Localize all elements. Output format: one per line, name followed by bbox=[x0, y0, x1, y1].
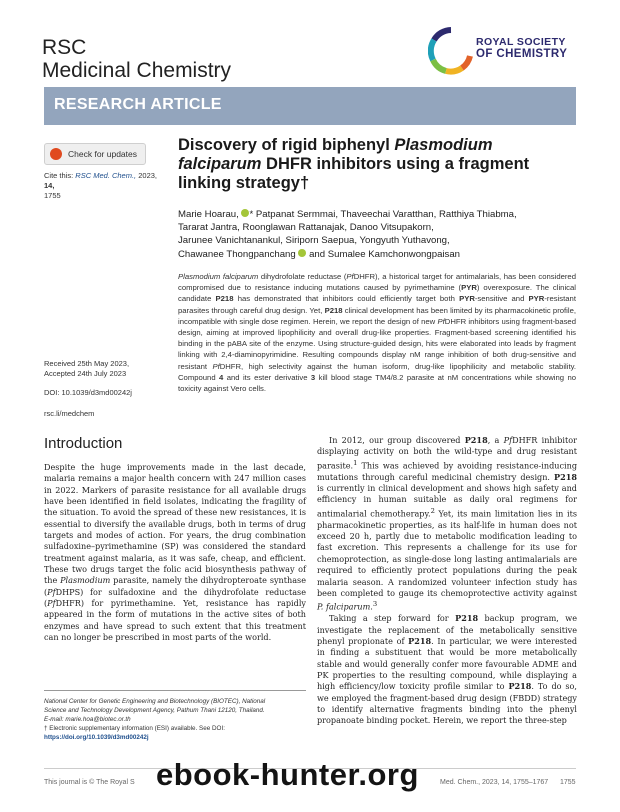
abstract-seg: has demonstrated that inhibitors could efficiently target both bbox=[237, 294, 455, 304]
text-seg: P218 bbox=[455, 613, 479, 624]
text-seg: . To do so, we employed the fragment-based drug design (FBDD) strategy to identify alternative fragments binding into the phenyl propanoate binding pocket. Herein, we report the three-step bbox=[317, 681, 577, 726]
cite-volume: 14, bbox=[44, 181, 55, 190]
article-type-banner bbox=[44, 87, 576, 125]
esi-note: † Electronic supplementary information (ESI) available. See DOI: bbox=[44, 725, 225, 732]
text-seg: P218 bbox=[508, 681, 532, 692]
text-seg: backup program, we investigate the replacement of the metabolically sensitive phenyl propionate of bbox=[317, 613, 578, 646]
rsc-logo-mark-icon bbox=[428, 26, 474, 76]
abstract-seg: P218 bbox=[324, 305, 343, 315]
text-seg: Taking a step forward for bbox=[329, 613, 449, 624]
footnotes bbox=[44, 697, 306, 742]
abstract-seg: P218 bbox=[215, 294, 234, 304]
author-list bbox=[178, 208, 558, 261]
text-seg: Despite the huge improvements made in the last decade, malaria remains a major health concern with 247 million cases in 2022. Markers of parasite resistance for all available drugs have been identified in field isolates, indicating the fragility of the situation. To avoid the spread of these new resistances, it is essential to diversify the available drugs, both in terms of drug targets and modes of action. For years, the drug combination sulfadoxine–pyrimethamine (SP) was considered the standard treatment against malaria, as it was safe, cheap, and efficient. These two drugs target the folic acid biosynthesis pathway of the bbox=[44, 462, 306, 586]
authors-line4: and Sumalee Kamchonwongpaisan bbox=[309, 248, 461, 260]
text-seg: Yet, its main limitation lies in its pharmacokinetic properties, as its half-life in human does not exceed 20 h, partly due to metabolic modification leading to fast excretion. This represents a challenge for its use for chemoprotection, as single-dose long lasting antimalarials are required to efficiently protect populations during the peak malaria season. A randomized volunteer infection study has been completed to gauge its chemoprotective activity against bbox=[317, 508, 577, 598]
affiliation-line1: National Center for Genetic Engineering and Biotechnology (BIOTEC), National bbox=[44, 698, 266, 705]
title-part2: DHFR inhibitors using a fragment linking strategy† bbox=[178, 155, 530, 192]
citation-ref[interactable]: 2 bbox=[430, 506, 435, 515]
rsc-logo-text bbox=[476, 36, 567, 60]
cite-journal[interactable]: RSC Med. Chem., bbox=[75, 171, 137, 180]
author-first: Marie Hoarau, bbox=[178, 209, 239, 220]
logo-line2: OF CHEMISTRY bbox=[476, 48, 568, 60]
text-seg: P218 bbox=[464, 435, 488, 445]
text-seg: is currently in clinical development and shows high safety and efficiency in human suitable as daily oral regimens for antimalarial chemotherapy. bbox=[317, 483, 577, 519]
text-seg: . In particular, we were interested in finding a substituent that would be more metabolically stable and would generally confer more favourable ADME and PK properties to the resulting compound, while displaying a high efficiency/low toxicity profile similar to bbox=[317, 635, 578, 692]
abstract-seg: ) overexposure. The clinical candidate bbox=[178, 283, 576, 304]
abstract-seg: kill blood stage TM4/8.2 parasite at nM concentrations while showing no toxicity against Vero cells. bbox=[178, 372, 577, 394]
abstract-seg: 4 bbox=[219, 372, 224, 382]
citation bbox=[44, 171, 164, 201]
paragraph bbox=[317, 435, 577, 613]
check-for-updates-button[interactable] bbox=[44, 143, 146, 165]
citation-ref[interactable]: 1 bbox=[353, 458, 358, 467]
abstract-seg: PYR bbox=[459, 294, 475, 304]
abstract-seg: Pf bbox=[437, 316, 445, 326]
text-seg: DHFR inhibitor displaying activity on both the wild-type and drug resistant parasite. bbox=[317, 435, 577, 471]
text-seg: Pf bbox=[503, 435, 513, 445]
abstract-text bbox=[178, 271, 576, 394]
journal-site-link[interactable]: rsc.li/medchem bbox=[44, 409, 95, 418]
article-type: RESEARCH ARTICLE bbox=[54, 96, 222, 113]
citation-ref[interactable]: 3 bbox=[372, 600, 378, 609]
text-seg: P218 bbox=[408, 635, 432, 646]
affiliation-line2: Science and Technology Development Agency, Pathum Thani 12120, Thailand. bbox=[44, 707, 265, 714]
text-seg: This was achieved by avoiding resistance-inducing mutations through careful medicinal chemistry design. bbox=[317, 460, 577, 482]
journal-name bbox=[42, 36, 231, 82]
text-seg: , a bbox=[487, 435, 500, 445]
text-seg: DHFR) for pyrimethamine. Yet, resistance has rapidly appeared in the form of mutations in the active sites of both enzymes and have spread to such extent that this treatment can no longer be prescribed in most parts of the world. bbox=[44, 598, 306, 643]
page-number: 1755 bbox=[560, 779, 576, 786]
logo-line1: ROYAL SOCIETY bbox=[476, 36, 566, 48]
text-seg: Pf bbox=[47, 586, 56, 597]
section-heading: Introduction bbox=[44, 435, 123, 452]
cite-year: 2023, bbox=[138, 171, 158, 180]
check-for-updates-label: Check for updates bbox=[68, 149, 137, 159]
corresponding-mark: * bbox=[249, 209, 254, 220]
abstract-seg: DHFR), a historical target for antimalarials, has been considered compromised due to resistance inducing mutations caused by pyrimethamine ( bbox=[178, 272, 576, 293]
abstract-seg: DHFR, high selectivity against the human isoform, drug-like lipophilicity and metabolic stability. Compound bbox=[178, 361, 576, 382]
journal-name-line2: Medicinal Chemistry bbox=[42, 59, 232, 82]
text-seg: Plasmodium bbox=[60, 575, 111, 586]
update-status-icon bbox=[50, 148, 62, 160]
contact-email[interactable]: E-mail: marie.hoa@biotec.or.th bbox=[44, 716, 131, 723]
text-seg: In 2012, our group discovered bbox=[329, 435, 461, 445]
abstract-seg: clinical development has been limited by its pharmacokinetic profile, incompatible with single dose regimen. Herein, we report the design of new bbox=[178, 305, 576, 326]
orcid-icon[interactable] bbox=[298, 249, 306, 257]
abstract-seg: and its ester derivative bbox=[226, 372, 308, 382]
bottom-left-note: This journal is © The Royal S bbox=[44, 779, 135, 786]
body-column-left bbox=[44, 462, 306, 644]
article-dates bbox=[44, 359, 129, 379]
article-title bbox=[178, 136, 538, 193]
abstract-seg: Pf bbox=[212, 361, 220, 371]
footnote-rule bbox=[44, 690, 306, 691]
text-seg: . bbox=[370, 601, 373, 612]
esi-doi-link[interactable]: https://doi.org/10.1039/d3md00242j bbox=[44, 734, 149, 741]
abstract-seg: -sensitive and bbox=[474, 294, 525, 304]
bottom-right-note: Med. Chem., 2023, 14, 1755–1767 bbox=[440, 779, 549, 786]
abstract-seg: dihydrofolate reductase ( bbox=[260, 272, 347, 281]
side-doi[interactable]: DOI: 10.1039/d3md00242j bbox=[44, 388, 132, 397]
abstract-seg: PYR bbox=[528, 294, 545, 304]
rsc-logo bbox=[428, 26, 578, 78]
received-date: Received 25th May 2023, bbox=[44, 359, 130, 368]
paragraph bbox=[44, 462, 306, 644]
journal-name-line1: RSC bbox=[42, 36, 87, 59]
abstract-seg: PYR bbox=[461, 283, 477, 293]
cite-page: 1755 bbox=[44, 191, 61, 200]
abstract-seg: DHFR inhibitors using fragment-based design, aiming at improved lipophilicity and overall drug-like properties. Fragment-based screening identified his binding in the pABA site of the enzyme. Using structure-guided design, hits were elaborated into leads by fragment linking with 2,4-diaminopyrimidine. Resulting compounds display nM range inhibition of both drug-sensitive and resistant bbox=[178, 316, 576, 371]
text-seg: Pf bbox=[47, 598, 56, 609]
authors-line2: Tararat Jantra, Roonglawan Rattanajak, Danoo Vitsupakorn, bbox=[178, 222, 434, 234]
abstract-seg: Plasmodium falciparum bbox=[178, 272, 259, 281]
text-seg: P218 bbox=[554, 471, 577, 482]
authors-line3: Jarunee Vanichtanankul, Siriporn Saepua, Yongyuth Yuthavong, bbox=[178, 235, 450, 247]
authors-line1: Patpanat Sermmai, Thaveechai Varatthan, Ratthiya Thiabma, bbox=[255, 209, 517, 220]
text-seg: DHPS) for sulfadoxine and the dihydrofolate reductase ( bbox=[44, 586, 306, 609]
text-seg: P. falciparum bbox=[317, 601, 371, 612]
body-column-right bbox=[317, 435, 577, 727]
abstract-seg: Pf bbox=[346, 272, 354, 281]
abstract-seg: -resistant parasites through careful drug design. Yet, bbox=[178, 294, 576, 315]
title-italic: Plasmodium falciparum bbox=[178, 136, 493, 173]
title-part1: Discovery of rigid biphenyl bbox=[178, 136, 390, 154]
watermark: ebook-hunter.org bbox=[156, 757, 419, 792]
text-seg: parasite, namely the dihydropteroate synthase ( bbox=[44, 575, 306, 597]
abstract bbox=[178, 271, 576, 394]
author-thongpanchang: Chawanee Thongpanchang bbox=[178, 248, 296, 260]
paragraph bbox=[317, 613, 577, 726]
accepted-date: Accepted 24th July 2023 bbox=[44, 369, 127, 378]
cite-label: Cite this: bbox=[44, 171, 74, 180]
abstract-seg: 3 bbox=[310, 372, 316, 382]
